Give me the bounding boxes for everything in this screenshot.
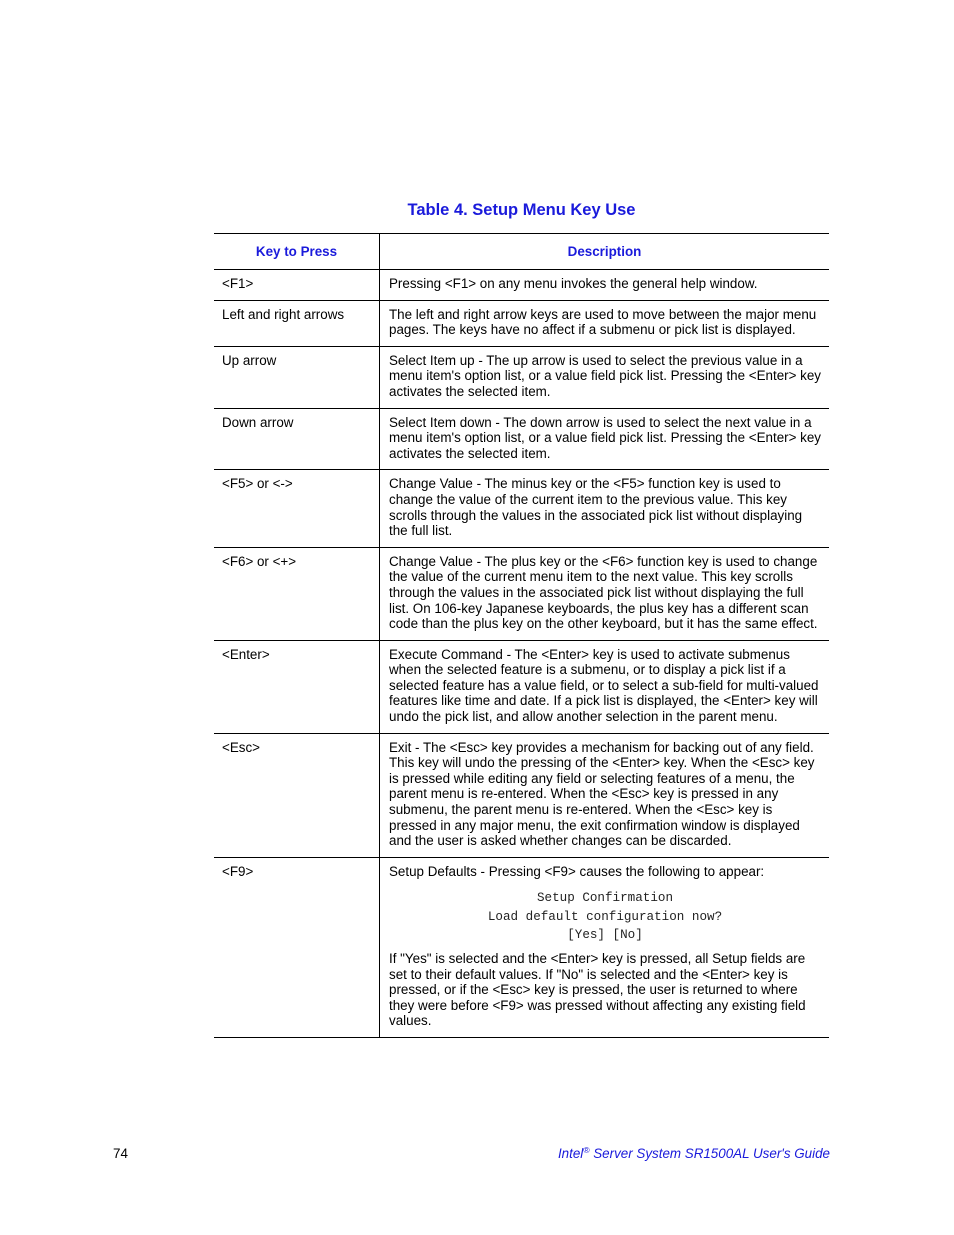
key-cell: <F9> [214,857,380,1037]
table-row [214,346,829,408]
description-cell: Change Value - The minus key or the <F5> function key is used to change the value of the current item to the previous value. This key scrolls through the values in the associated pick list without displaying the full list. [380,470,830,547]
description-cell: Select Item up - The up arrow is used to select the previous value in a menu item's option list, or a value field pick list. Pressing the <Enter> key activates the selected item. [380,346,830,408]
description-cell: Exit - The <Esc> key provides a mechanism for backing out of any field. This key will undo the pressing of the <Enter> key. When the <Esc> key is pressed while editing any field or selecting features of a menu, the parent menu is re-entered. When the <Esc> key is pressed in any submenu, the parent menu is re-entered. When the <Esc> key is pressed in any major menu, the exit confirmation window is displayed and the user is asked whether changes can be discarded. [380,733,830,857]
footer-guide-name: Server System SR1500AL User's Guide [589,1146,830,1161]
table-row [214,470,829,547]
table-row [214,640,829,733]
table-row [214,270,829,301]
table-header-row [214,234,829,270]
table-row [214,733,829,857]
table-row-f9 [214,857,829,1037]
description-cell [380,857,830,1037]
table-title: Table 4. Setup Menu Key Use [407,201,636,219]
table-row [214,300,829,346]
screen-line: Setup Confirmation [536,891,674,906]
f9-intro-text: Setup Defaults - Pressing <F9> causes the following to appear: [389,863,765,879]
page-number: 74 [113,1146,128,1161]
key-cell: <F1> [214,270,380,301]
screen-line: Load default configuration now? [487,909,723,924]
description-cell: The left and right arrow keys are used to move between the major menu pages. The keys have no affect if a submenu or pick list is displayed. [380,300,830,346]
description-cell: Change Value - The plus key or the <F6> function key is used to change the value of the current menu item to the next value. This key scrolls through the values in the associated pick list without displaying the full list. On 106-key Japanese keyboards, the plus key has a different scan code than the plus key on the other keyboard, but it has the same effect. [380,547,830,640]
setup-menu-key-table [214,233,829,1038]
header-description: Description [380,234,830,270]
footer-guide-title [558,1145,830,1161]
description-cell: Select Item down - The down arrow is used to select the next value in a menu item's option list, or a value field pick list. Pressing the <Enter> key activates the selected item. [380,408,830,470]
f9-outro-text: If "Yes" is selected and the <Enter> key is pressed, all Setup fields are set to their default values. If "No" is selected and the <Enter> key is pressed, or if the <Esc> key is pressed, the user is returned to where they were before <F9> was pressed without affecting any existing field values. [389,950,806,1029]
key-cell: <F5> or <-> [214,470,380,547]
key-cell: <F6> or <+> [214,547,380,640]
setup-confirmation-screen [389,889,821,945]
key-cell: <Enter> [214,640,380,733]
key-cell: <Esc> [214,733,380,857]
table-row [214,547,829,640]
description-cell: Execute Command - The <Enter> key is used to activate submenus when the selected feature is a submenu, or to display a pick list if a selected feature has a value field, or to select a sub-field for multi-valued features like time and date. If a pick list is displayed, the <Enter> key will undo the pick list, and allow another selection in the parent menu. [380,640,830,733]
key-cell: Left and right arrows [214,300,380,346]
footer-brand: Intel [557,1146,584,1161]
registered-mark: ® [583,1145,590,1155]
key-cell: Down arrow [214,408,380,470]
description-cell: Pressing <F1> on any menu invokes the general help window. [380,270,830,301]
screen-line: [Yes] [No] [567,928,643,943]
table-row [214,408,829,470]
header-key-to-press: Key to Press [214,234,380,270]
key-cell: Up arrow [214,346,380,408]
